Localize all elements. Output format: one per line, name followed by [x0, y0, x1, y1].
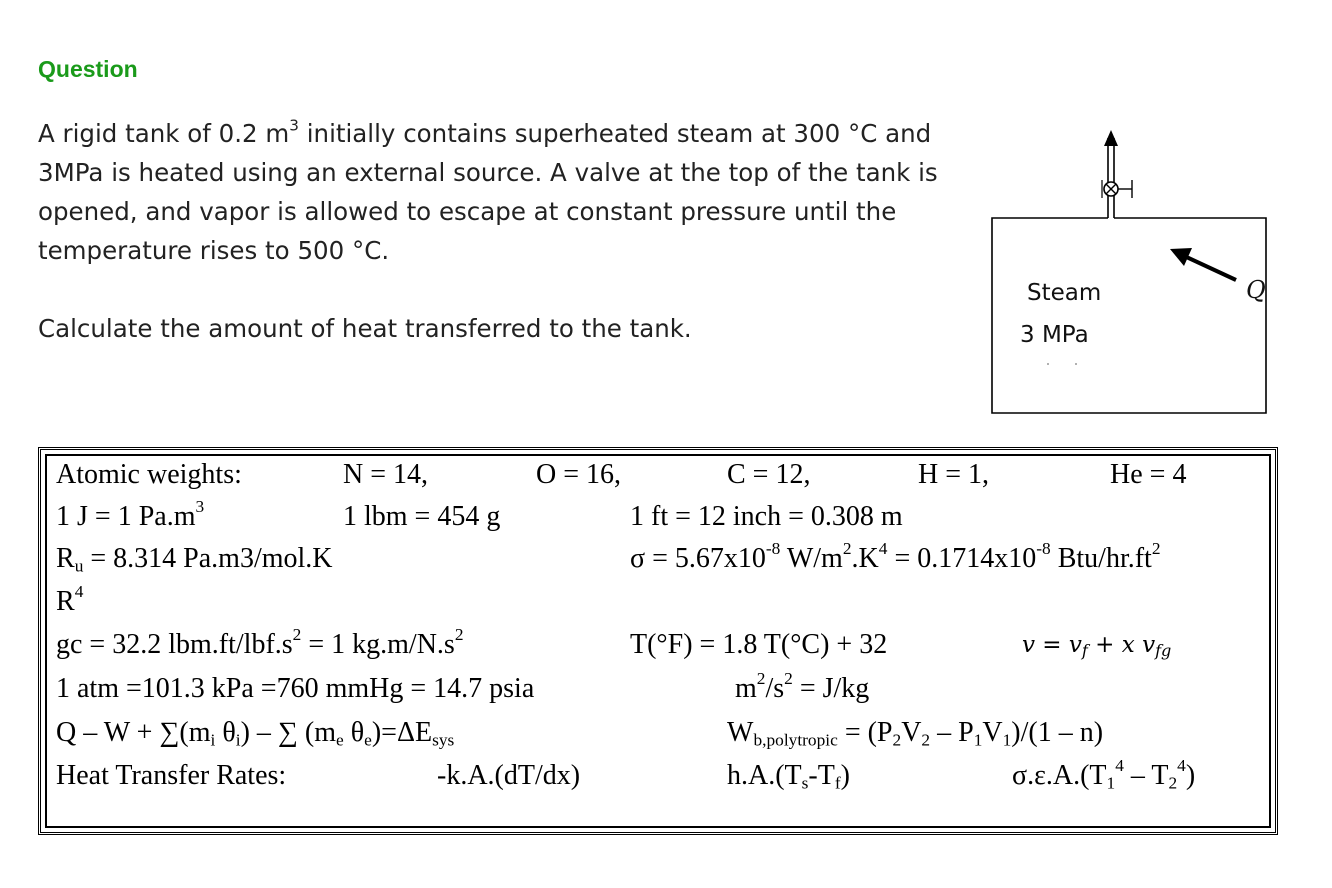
heat-arrow-line: [1180, 254, 1236, 280]
constants-row-gas: [0, 538, 1332, 577]
ft-conversion: 1 ft = 12 inch = 0.308 m: [630, 501, 903, 532]
constants-row-r4: [0, 581, 1332, 620]
constants-row-units: [0, 496, 1332, 535]
tank-figure: [980, 128, 1280, 428]
joule-conversion: 1 J = 1 $Pa.m^3$: [56, 496, 205, 532]
gas-constant: $R_u = 8.314$ Pa.m3/mol.K: [56, 543, 333, 576]
heat-q-label: Q: [1246, 276, 1266, 304]
atm-conversion: 1 atm =101.3 kPa =760 mmHg = 14.7 psia: [56, 673, 535, 704]
constants-row-gc: [0, 624, 1332, 663]
pressure-label: 3 MPa: [1020, 322, 1089, 348]
constants-row-atomic: [0, 457, 1332, 493]
gc-conversion: gc = 32.2 $lbm.ft/lbf.s^2 = 1$ $kg.m/N.s^2$: [56, 624, 464, 660]
temperature-conversion: T(°F) = 1.8 T(°C) + 32: [630, 629, 888, 660]
constants-row-energy: [0, 715, 1332, 751]
steam-label: Steam: [1027, 280, 1102, 306]
atomic-weights-label: Atomic weights:: [56, 459, 242, 490]
tank-diagram: [980, 128, 1280, 428]
question-heading: Question: [38, 56, 138, 82]
r4-text: $R^4$: [56, 581, 84, 617]
constants-row-atm: [0, 668, 1332, 707]
outflow-arrow-icon: [1104, 130, 1118, 146]
tank-outline: [992, 218, 1266, 413]
lbm-conversion: 1 lbm = 454 g: [343, 501, 501, 532]
atomic-weight-n: N = 14,: [343, 459, 429, 490]
atomic-weight-c: C = 12,: [727, 459, 811, 490]
atomic-weight-he: He = 4: [1110, 459, 1187, 490]
constants-row-heat-rates: [0, 755, 1332, 794]
problem-ask: Calculate the amount of heat transferred to the tank.: [38, 314, 692, 343]
energy-units: $m^2/s^2 = J/kg$: [735, 668, 870, 704]
stefan-boltzmann: $\sigma = 5.67x10^{-8}$ $W/m^2.K^4 = 0.1714x10^{-8}$ Btu/$hr.ft^2$: [630, 538, 1161, 574]
problem-text: [38, 114, 958, 343]
problem-statement: A rigid tank of 0.2 $m^3$ initially contains superheated steam at 300 °C and 3MPa is heated using an external source. A valve at the top of the tank is opened, and vapor is allowed to escape at constant pressure until the temperature rises to 500 °C.: [38, 116, 938, 265]
heat-rates-label: Heat Transfer Rates:: [56, 760, 287, 791]
energy-balance: $Q - W + \sum(m_i$ $\theta_i$) – ∑ ($m_e$ $\theta_e)=\Delta E_{sys}$: [56, 717, 455, 750]
conduction-rate: -k.A.(dT/dx): [437, 760, 581, 791]
atomic-weight-h: H = 1,: [918, 459, 990, 490]
radiation-rate: $\sigma.\varepsilon.A.(T_1^4 - T_2^4)$: [1012, 755, 1196, 793]
quality-equation: $v = v_f + x$ $v_{fg}$: [1022, 632, 1172, 661]
atomic-weight-o: O = 16,: [536, 459, 622, 490]
polytropic-work: $W_{b,polytropic} = (P_2V_2 - P_1V_1)/(1 - n)$: [727, 717, 1104, 750]
convection-rate: $h.A.(T_s-T_f)$: [727, 760, 850, 793]
